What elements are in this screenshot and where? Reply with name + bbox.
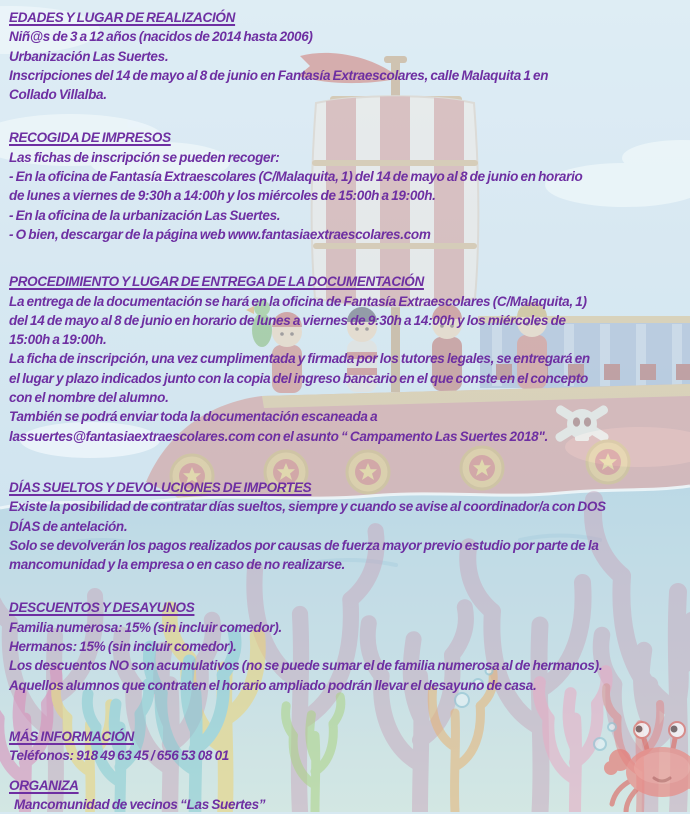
section-mas-informacion: [9, 727, 690, 766]
text-line: 15:00h a 19:00h.: [9, 330, 690, 349]
text-line: con el nombre del alumno.: [9, 388, 690, 407]
text-line: También se podrá enviar toda la documentación escaneada a: [9, 407, 690, 426]
text-line: - En la oficina de la urbanización Las Suertes.: [9, 206, 690, 225]
section-recogida-de-impresos: [9, 128, 690, 244]
text-line: Collado Villalba.: [9, 85, 690, 104]
organizer-text: Mancomunidad de vecinos “Las Suertes”: [9, 795, 690, 814]
section-descuentos-y-desayunos: [9, 598, 690, 694]
section-title-mas-informacion: MÁS INFORMACIÓN: [9, 727, 690, 746]
email-text: lassuertes@fantasiaextraescolares.com con el asunto “ Campamento Las Suertes 2018".: [9, 427, 690, 446]
section-title-edades: EDADES Y LUGAR DE REALIZACIÓN: [9, 8, 690, 27]
text-line: Aquellos alumnos que contraten el horario ampliado podrán llevar el desayuno de casa.: [9, 676, 690, 695]
text-line: Solo se devolverán los pagos realizados por causas de fuerza mayor previo estudio por parte de la: [9, 536, 690, 555]
section-dias-sueltos: [9, 478, 690, 574]
text-line: La ficha de inscripción, una vez cumplimentada y firmada por los tutores legales, se entregará en: [9, 349, 690, 368]
section-organiza: [9, 776, 690, 814]
section-title-descuentos: DESCUENTOS Y DESAYUNOS: [9, 598, 690, 617]
text-line: el lugar y plazo indicados junto con la copia del ingreso bancario en el que conste en el concepto: [9, 369, 690, 388]
section-title-recogida: RECOGIDA DE IMPRESOS: [9, 128, 690, 147]
text-line: - En la oficina de Fantasía Extraescolares (C/Malaquita, 1) del 14 de mayo al 8 de junio en horario: [9, 167, 690, 186]
text-line: Inscripciones del 14 de mayo al 8 de junio en Fantasía Extraescolares, calle Malaquita 1 en: [9, 66, 690, 85]
text-line: Existe la posibilidad de contratar días sueltos, siempre y cuando se avise al coordinador/a con DOS: [9, 497, 690, 516]
text-line: de lunes a viernes de 9:30h a 14:00h y los miércoles de 15:00h a 19:00h.: [9, 186, 690, 205]
text-line: mancomunidad y la empresa o en caso de no realizarse.: [9, 555, 690, 574]
text-line: Niñ@s de 3 a 12 años (nacidos de 2014 hasta 2006): [9, 27, 690, 46]
website-text: - O bien, descargar de la página web www.fantasiaextraescolares.com: [9, 225, 690, 244]
text-line: Urbanización Las Suertes.: [9, 47, 690, 66]
text-line: Los descuentos NO son acumulativos (no se puede sumar el de familia numerosa al de hermanos).: [9, 656, 690, 675]
phones-text: Teléfonos: 918 49 63 45 / 656 53 08 01: [9, 746, 690, 765]
section-title-organiza: ORGANIZA: [9, 776, 690, 795]
text-line: Las fichas de inscripción se pueden recoger:: [9, 148, 690, 167]
section-title-procedimiento: PROCEDIMIENTO Y LUGAR DE ENTREGA DE LA DOCUMENTACIÓN: [9, 272, 690, 291]
text-line: DÍAS de antelación.: [9, 517, 690, 536]
text-line: Familia numerosa: 15% (sin incluir comedor).: [9, 618, 690, 637]
section-edades-y-lugar: [9, 8, 690, 104]
text-line: del 14 de mayo al 8 de junio en horario de lunes a viernes de 9:30h a 14:00h y los miércoles de: [9, 311, 690, 330]
text-line: La entrega de la documentación se hará en la oficina de Fantasía Extraescolares (C/Malaquita, 1): [9, 292, 690, 311]
section-title-dias-sueltos: DÍAS SUELTOS Y DEVOLUCIONES DE IMPORTES: [9, 478, 690, 497]
text-line: Hermanos: 15% (sin incluir comedor).: [9, 637, 690, 656]
section-procedimiento-entrega: [9, 272, 690, 446]
